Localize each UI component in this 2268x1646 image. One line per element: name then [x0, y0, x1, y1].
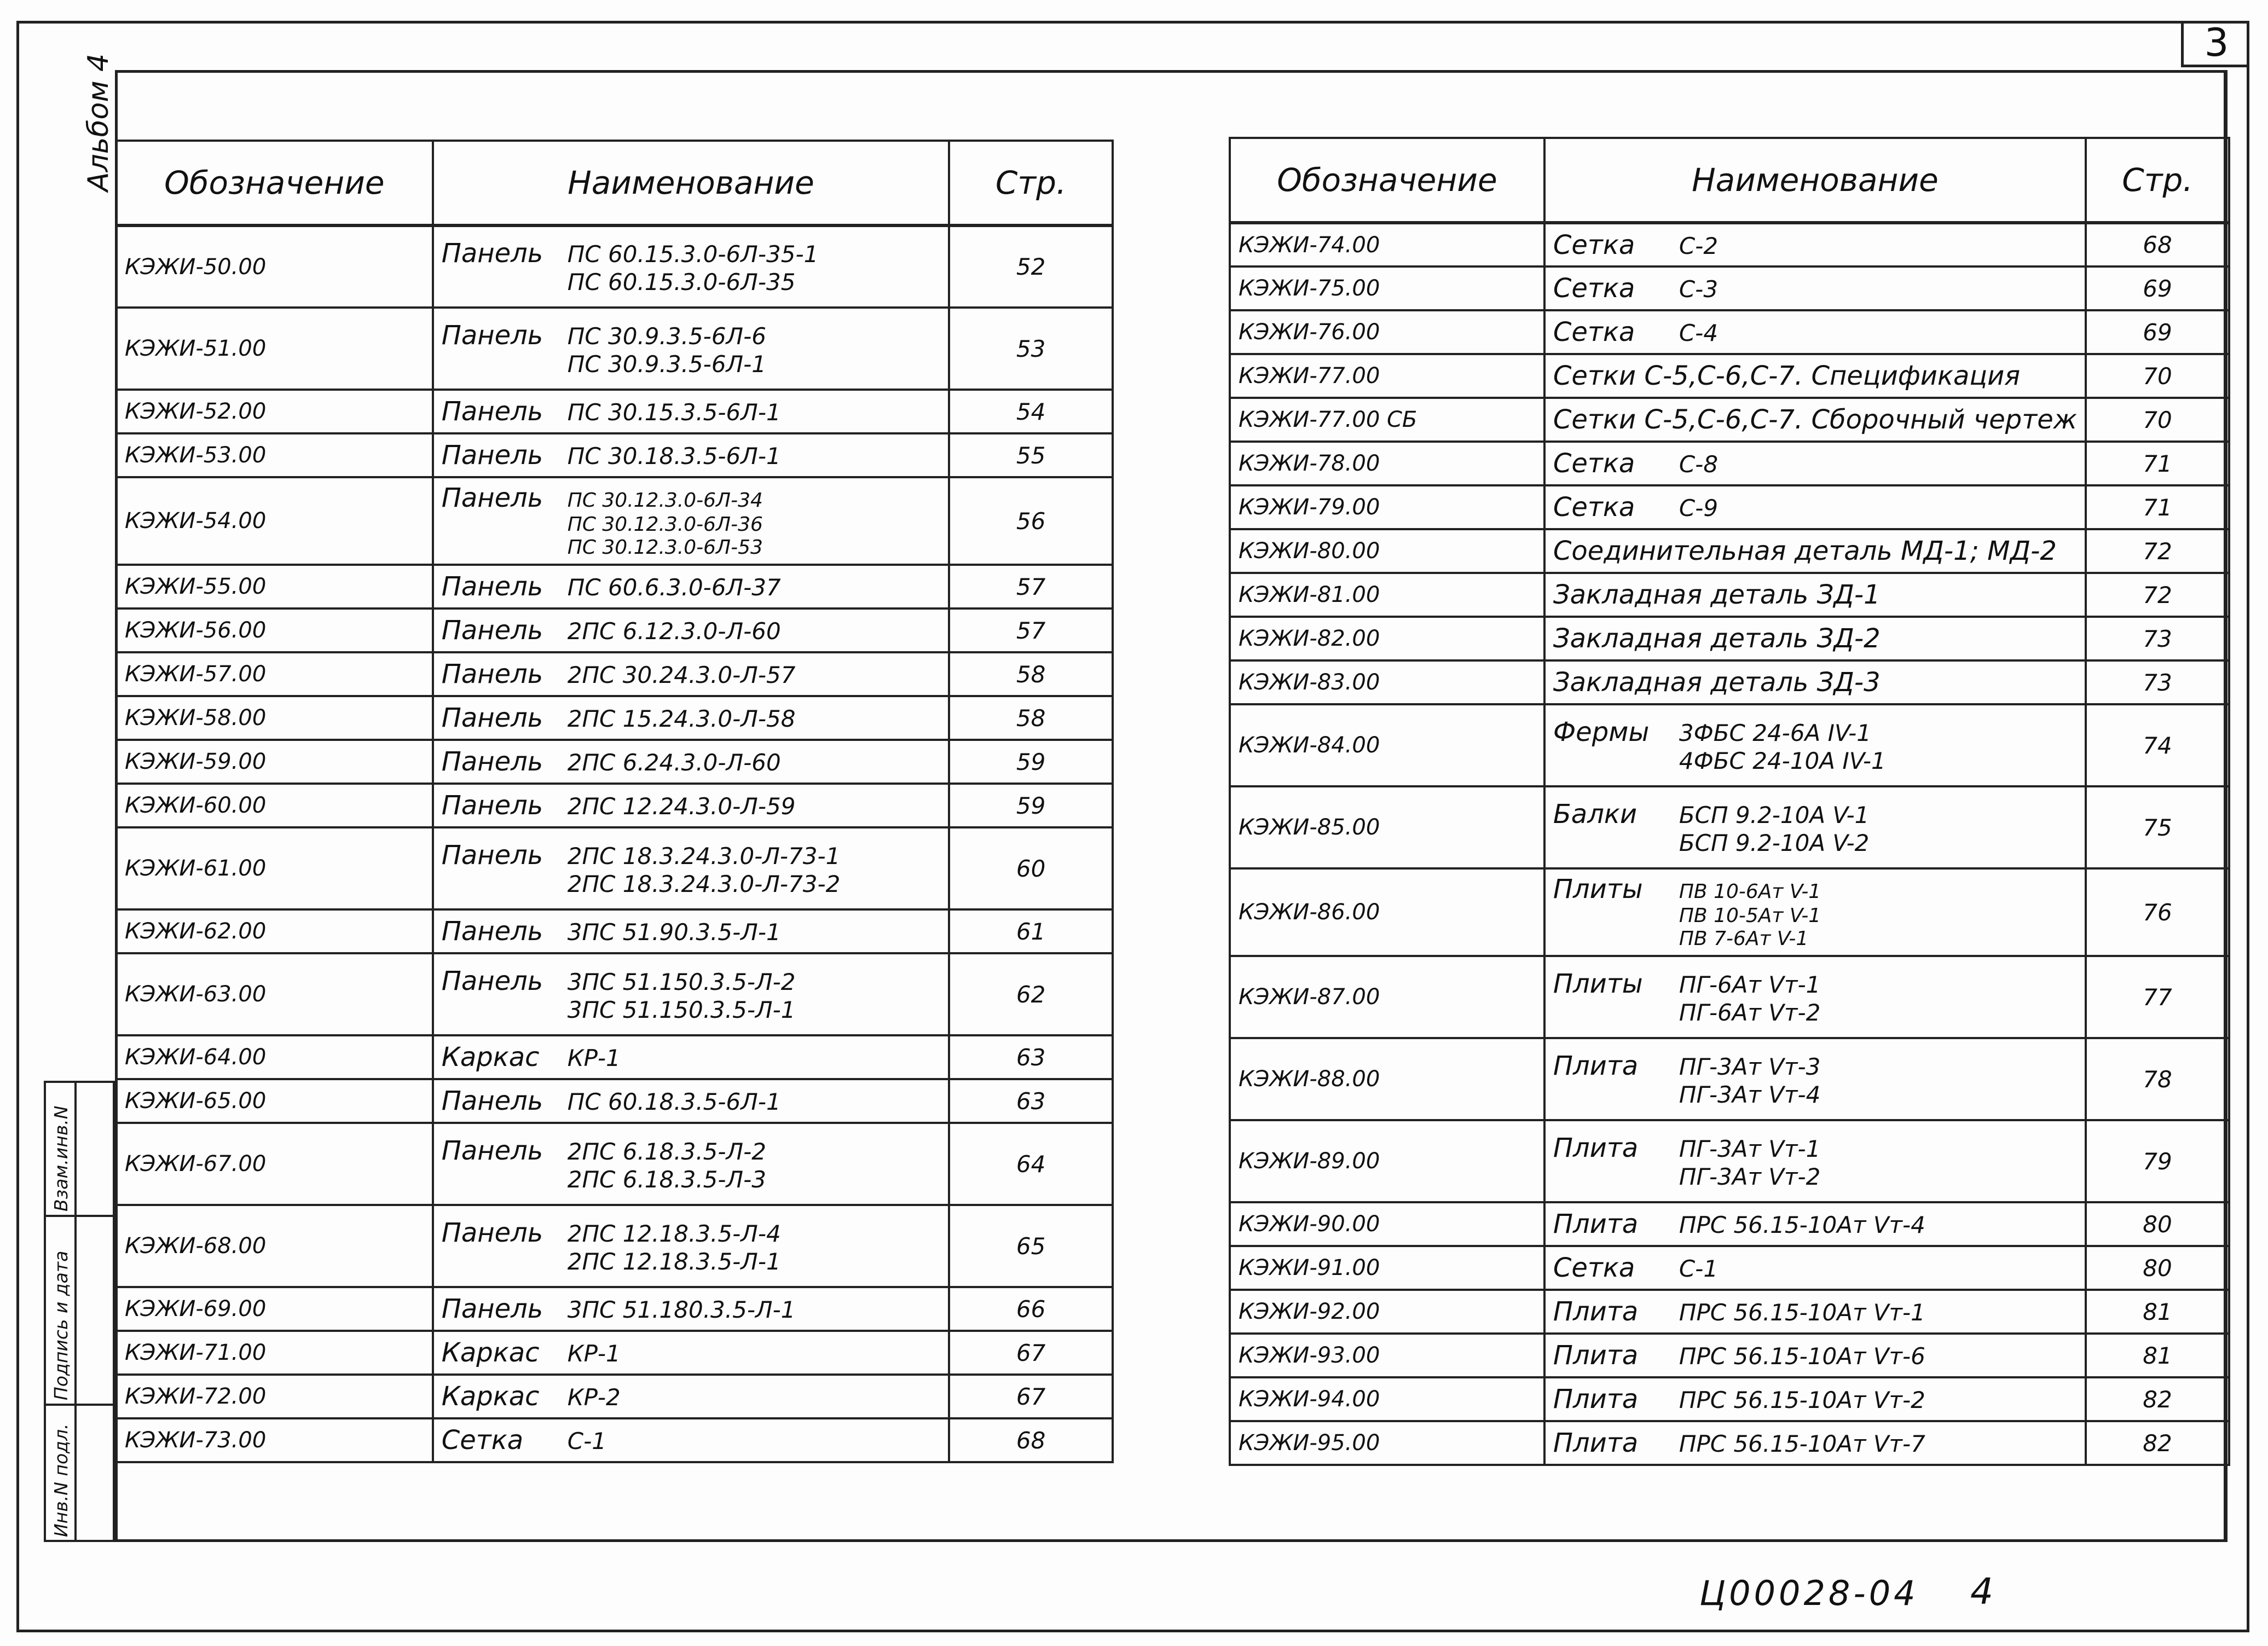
page-cell: 77 [2086, 956, 2229, 1038]
stamp-label-signature: Подпись и дата [50, 1250, 72, 1400]
designation-cell: КЭЖИ-59.00 [116, 740, 433, 784]
table-row [1230, 1421, 2229, 1465]
table-row [116, 433, 1113, 477]
item-kind: Панель [441, 839, 543, 871]
page-cell: 71 [2086, 442, 2229, 485]
item-kind: Панель [441, 571, 543, 602]
name-cell [1544, 1421, 2086, 1465]
designation-cell: КЭЖИ-74.00 [1230, 223, 1544, 266]
item-mark: С-9 [1679, 495, 1719, 521]
item-kind: Панель [441, 1135, 543, 1166]
page-cell: 63 [949, 1079, 1113, 1123]
table-row [116, 1331, 1113, 1375]
page-cell: 61 [949, 909, 1113, 953]
designation-cell: КЭЖИ-87.00 [1230, 956, 1544, 1038]
table-row [116, 308, 1113, 390]
item-kind: Панель [441, 746, 543, 777]
designation-cell: КЭЖИ-92.00 [1230, 1290, 1544, 1334]
item-mark: 2ПС 6.24.3.0-Л-60 [567, 749, 781, 776]
stamp-label-replace: Взам.инв.N [50, 1105, 72, 1212]
page-cell: 54 [949, 390, 1113, 433]
designation-cell: КЭЖИ-69.00 [116, 1287, 433, 1331]
name-cell [1544, 310, 2086, 354]
name-cell [433, 565, 949, 608]
name-cell [1544, 354, 2086, 398]
item-mark: ПС 30.9.3.5-6Л-6 [567, 322, 767, 350]
designation-cell: КЭЖИ-83.00 [1230, 660, 1544, 704]
item-kind: Панель [441, 703, 543, 733]
item-mark: БСП 9.2-10А V-1 [1679, 801, 1870, 828]
name-cell [1544, 786, 2086, 868]
page-cell: 79 [2086, 1120, 2229, 1202]
table-row [1230, 1334, 2229, 1377]
table-row [1230, 485, 2229, 529]
table-row [116, 1287, 1113, 1331]
designation-cell: КЭЖИ-52.00 [116, 390, 433, 433]
item-kind: Сетка [1553, 448, 1635, 479]
item-mark: 2ПС 18.3.24.3.0-Л-73-2 [567, 870, 841, 897]
item-mark: 2ПС 18.3.24.3.0-Л-73-1 [567, 842, 841, 870]
item-kind: Плита [1553, 1132, 1639, 1163]
page-cell: 81 [2086, 1334, 2229, 1377]
designation-cell: КЭЖИ-61.00 [116, 827, 433, 909]
page-cell: 69 [2086, 310, 2229, 354]
item-kind: Балки [1553, 798, 1638, 830]
table-row [1230, 529, 2229, 573]
name-cell [433, 1035, 949, 1079]
table-row [116, 1123, 1113, 1205]
name-cell [433, 1123, 949, 1205]
designation-cell: КЭЖИ-57.00 [116, 652, 433, 696]
sheet-number: 3 [2181, 21, 2249, 67]
page-cell: 66 [949, 1287, 1113, 1331]
item-mark: 4ФБС 24-10А IV-1 [1679, 747, 1886, 774]
page-cell: 72 [2086, 529, 2229, 573]
col-name: Наименование [1544, 138, 2086, 223]
designation-cell: КЭЖИ-71.00 [116, 1331, 433, 1375]
item-kind: Панель [441, 615, 543, 646]
item-mark: ПРС 56.15-10Ат Vт-4 [1679, 1212, 1925, 1238]
item-kind: Плита [1553, 1209, 1639, 1239]
name-cell [433, 784, 949, 827]
item-mark: ПВ 7-6Ат V-1 [1679, 928, 1809, 950]
designation-cell: КЭЖИ-82.00 [1230, 617, 1544, 660]
item-mark: ПС 30.9.3.5-6Л-1 [567, 350, 767, 378]
item-kind: Панель [441, 483, 543, 513]
page-cell: 68 [949, 1418, 1113, 1462]
page-cell: 57 [949, 565, 1113, 608]
table-row [1230, 1120, 2229, 1202]
name-cell [1544, 704, 2086, 786]
col-page: Стр. [949, 141, 1113, 225]
designation-cell: КЭЖИ-88.00 [1230, 1038, 1544, 1120]
item-mark: ПС 60.15.3.0-6Л-35-1 [567, 241, 819, 268]
stamp-label-inventory: Инв.N подл. [50, 1423, 72, 1537]
name-cell [1544, 1246, 2086, 1290]
name-cell [1544, 1334, 2086, 1377]
item-kind: Сетка [1553, 317, 1635, 347]
table-row [1230, 573, 2229, 617]
designation-cell: КЭЖИ-95.00 [1230, 1421, 1544, 1465]
page-cell: 80 [2086, 1246, 2229, 1290]
designation-cell: КЭЖИ-79.00 [1230, 485, 1544, 529]
item-mark: 2ПС 30.24.3.0-Л-57 [567, 662, 796, 688]
name-cell [433, 1331, 949, 1375]
item-kind: Закладная деталь ЗД-3 [1553, 667, 1881, 698]
designation-cell: КЭЖИ-75.00 [1230, 266, 1544, 310]
name-cell [1544, 1377, 2086, 1421]
page-cell: 80 [2086, 1202, 2229, 1246]
table-row [116, 784, 1113, 827]
page-cell: 58 [949, 652, 1113, 696]
table-row [116, 565, 1113, 608]
name-cell [433, 477, 949, 565]
name-cell [1544, 1202, 2086, 1246]
table-row [116, 608, 1113, 652]
name-cell [1544, 660, 2086, 704]
table-row [1230, 956, 2229, 1038]
item-kind: Плита [1553, 1384, 1639, 1415]
table-row [116, 1375, 1113, 1418]
item-kind: Сетка [1553, 273, 1635, 304]
name-cell [433, 827, 949, 909]
name-cell [433, 608, 949, 652]
table-row [116, 225, 1113, 308]
page-cell: 58 [949, 696, 1113, 740]
item-mark: С-1 [567, 1428, 606, 1454]
page-cell: 70 [2086, 398, 2229, 442]
item-kind: Фермы [1553, 716, 1650, 747]
item-mark: ПГ-3Ат Vт-4 [1679, 1081, 1821, 1108]
table-row [1230, 1038, 2229, 1120]
table-row [116, 390, 1113, 433]
name-cell [1544, 573, 2086, 617]
item-mark: БСП 9.2-10А V-2 [1679, 829, 1870, 856]
designation-cell: КЭЖИ-93.00 [1230, 1334, 1544, 1377]
page-cell: 75 [2086, 786, 2229, 868]
designation-cell: КЭЖИ-77.00 СБ [1230, 398, 1544, 442]
page-cell: 72 [2086, 573, 2229, 617]
table-row [1230, 660, 2229, 704]
page-cell: 52 [949, 225, 1113, 308]
name-cell [1544, 1120, 2086, 1202]
name-cell [433, 1205, 949, 1287]
name-cell [1544, 529, 2086, 573]
item-mark: ПГ-3Ат Vт-3 [1679, 1053, 1821, 1080]
designation-cell: КЭЖИ-86.00 [1230, 868, 1544, 956]
name-cell [1544, 485, 2086, 529]
table-row [1230, 354, 2229, 398]
designation-cell: КЭЖИ-94.00 [1230, 1377, 1544, 1421]
page-cell: 82 [2086, 1421, 2229, 1465]
designation-cell: КЭЖИ-67.00 [116, 1123, 433, 1205]
table-row [1230, 1246, 2229, 1290]
item-mark: 3ПС 51.150.3.5-Л-1 [567, 996, 796, 1023]
designation-cell: КЭЖИ-84.00 [1230, 704, 1544, 786]
item-kind: Плита [1553, 1340, 1639, 1371]
designation-cell: КЭЖИ-90.00 [1230, 1202, 1544, 1246]
page-cell: 55 [949, 433, 1113, 477]
item-kind: Панель [441, 790, 543, 821]
page-cell: 53 [949, 308, 1113, 390]
item-kind: Сетка [1553, 1253, 1635, 1283]
col-designation: Обозначение [1230, 138, 1544, 223]
spec-table-left [115, 140, 1114, 1463]
name-cell [1544, 956, 2086, 1038]
table-row [116, 1035, 1113, 1079]
page-cell: 69 [2086, 266, 2229, 310]
item-mark: ПГ-3Ат Vт-1 [1679, 1135, 1821, 1162]
item-mark: С-3 [1679, 276, 1719, 303]
item-mark: КР-1 [567, 1045, 621, 1071]
designation-cell: КЭЖИ-73.00 [116, 1418, 433, 1462]
item-mark: ПС 30.18.3.5-6Л-1 [567, 443, 781, 470]
item-mark: ПС 30.12.3.0-6Л-53 [567, 536, 763, 559]
page-cell: 81 [2086, 1290, 2229, 1334]
item-mark: ПВ 10-5Ат V-1 [1679, 905, 1821, 927]
designation-cell: КЭЖИ-55.00 [116, 565, 433, 608]
designation-cell: КЭЖИ-62.00 [116, 909, 433, 953]
item-kind: Панель [441, 965, 543, 996]
table-row [116, 1079, 1113, 1123]
name-cell [1544, 398, 2086, 442]
name-cell [433, 740, 949, 784]
designation-cell: КЭЖИ-60.00 [116, 784, 433, 827]
item-mark: 2ПС 12.18.3.5-Л-1 [567, 1248, 781, 1275]
item-mark: ПРС 56.15-10Ат Vт-2 [1679, 1387, 1925, 1413]
designation-cell: КЭЖИ-54.00 [116, 477, 433, 565]
designation-cell: КЭЖИ-53.00 [116, 433, 433, 477]
item-mark: ПГ-6Ат Vт-2 [1679, 999, 1821, 1026]
name-cell [1544, 617, 2086, 660]
item-kind: Панель [441, 1217, 543, 1248]
page-cell: 60 [949, 827, 1113, 909]
table-header [1230, 138, 2229, 223]
designation-cell: КЭЖИ-56.00 [116, 608, 433, 652]
name-cell [1544, 266, 2086, 310]
side-stamp [44, 1081, 115, 1542]
name-cell [433, 225, 949, 308]
item-kind: Панель [441, 396, 543, 427]
name-cell [433, 652, 949, 696]
page-cell: 68 [2086, 223, 2229, 266]
designation-cell: КЭЖИ-68.00 [116, 1205, 433, 1287]
album-label: Альбом 4 [82, 53, 115, 192]
page-cell: 64 [949, 1123, 1113, 1205]
item-kind: Каркас [441, 1042, 540, 1073]
page-cell: 78 [2086, 1038, 2229, 1120]
designation-cell: КЭЖИ-77.00 [1230, 354, 1544, 398]
name-cell [1544, 1290, 2086, 1334]
page-cell: 57 [949, 608, 1113, 652]
item-kind: Закладная деталь ЗД-1 [1553, 579, 1881, 610]
item-kind: Плита [1553, 1050, 1639, 1081]
page-cell: 65 [949, 1205, 1113, 1287]
item-kind: Закладная деталь ЗД-2 [1553, 623, 1881, 654]
col-name: Наименование [433, 141, 949, 225]
table-row [1230, 868, 2229, 956]
item-mark: С-2 [1679, 232, 1719, 259]
designation-cell: КЭЖИ-50.00 [116, 225, 433, 308]
name-cell [433, 1287, 949, 1331]
col-designation: Обозначение [116, 141, 433, 225]
item-kind: Плиты [1553, 874, 1643, 905]
designation-cell: КЭЖИ-65.00 [116, 1079, 433, 1123]
item-mark: 2ПС 6.18.3.5-Л-3 [567, 1166, 767, 1193]
item-mark: С-8 [1679, 451, 1719, 478]
item-kind: Соединительная деталь МД-1; МД-2 [1553, 536, 2057, 566]
item-mark: 3ФБС 24-6А IV-1 [1679, 719, 1871, 746]
table-row [116, 696, 1113, 740]
name-cell [433, 390, 949, 433]
table-row [1230, 786, 2229, 868]
page-cell: 70 [2086, 354, 2229, 398]
page-cell: 59 [949, 740, 1113, 784]
name-cell [1544, 223, 2086, 266]
name-cell [433, 1375, 949, 1418]
name-cell [433, 433, 949, 477]
document-sheet-number: 4 [1970, 1570, 1993, 1613]
page-cell: 82 [2086, 1377, 2229, 1421]
table-row [1230, 223, 2229, 266]
name-cell [1544, 1038, 2086, 1120]
item-kind: Каркас [441, 1381, 540, 1412]
page-cell: 59 [949, 784, 1113, 827]
name-cell [433, 909, 949, 953]
item-kind: Панель [441, 1086, 543, 1116]
table-header [116, 141, 1113, 225]
name-cell [1544, 442, 2086, 485]
item-mark: 2ПС 6.12.3.0-Л-60 [567, 618, 781, 645]
page-cell: 67 [949, 1331, 1113, 1375]
item-mark: ПВ 10-6Ат V-1 [1679, 880, 1821, 903]
item-kind: Сетки С-5,С-6,С-7. Спецификация [1553, 361, 2021, 391]
item-mark: ПС 60.6.3.0-6Л-37 [567, 574, 781, 601]
table-row [1230, 398, 2229, 442]
item-kind: Плита [1553, 1296, 1639, 1327]
item-mark: 2ПС 6.18.3.5-Л-2 [567, 1138, 767, 1165]
page-cell: 71 [2086, 485, 2229, 529]
item-mark: 3ПС 51.180.3.5-Л-1 [567, 1296, 796, 1323]
item-mark: ПРС 56.15-10Ат Vт-7 [1679, 1430, 1925, 1457]
designation-cell: КЭЖИ-72.00 [116, 1375, 433, 1418]
page-cell: 73 [2086, 617, 2229, 660]
page-cell: 74 [2086, 704, 2229, 786]
item-mark: ПС 30.15.3.5-6Л-1 [567, 399, 781, 426]
item-mark: 2ПС 15.24.3.0-Л-58 [567, 705, 796, 732]
document-code: Ц00028-04 [1699, 1573, 1919, 1613]
item-mark: ПС 30.12.3.0-6Л-36 [567, 513, 763, 536]
item-mark: ПРС 56.15-10Ат Vт-1 [1679, 1299, 1925, 1326]
name-cell [1544, 868, 2086, 956]
page-cell: 63 [949, 1035, 1113, 1079]
item-mark: С-4 [1679, 320, 1719, 346]
item-mark: 2ПС 12.24.3.0-Л-59 [567, 793, 796, 820]
item-kind: Панель [441, 916, 543, 947]
item-mark: ПС 30.12.3.0-6Л-34 [567, 489, 763, 512]
page-cell: 67 [949, 1375, 1113, 1418]
table-row [1230, 310, 2229, 354]
designation-cell: КЭЖИ-78.00 [1230, 442, 1544, 485]
name-cell [433, 308, 949, 390]
designation-cell: КЭЖИ-64.00 [116, 1035, 433, 1079]
table-row [116, 1418, 1113, 1462]
table-row [1230, 442, 2229, 485]
item-mark: ПРС 56.15-10Ат Vт-6 [1679, 1343, 1925, 1370]
name-cell [433, 1418, 949, 1462]
item-kind: Панель [441, 320, 543, 351]
item-kind: Панель [441, 659, 543, 689]
item-mark: 2ПС 12.18.3.5-Л-4 [567, 1220, 781, 1247]
col-page: Стр. [2086, 138, 2229, 223]
item-mark: КР-1 [567, 1340, 621, 1367]
designation-cell: КЭЖИ-89.00 [1230, 1120, 1544, 1202]
table-row [116, 477, 1113, 565]
item-kind: Панель [441, 440, 543, 471]
item-mark: С-1 [1679, 1255, 1719, 1282]
page-cell: 62 [949, 953, 1113, 1035]
spec-table-right [1229, 137, 2230, 1466]
designation-cell: КЭЖИ-76.00 [1230, 310, 1544, 354]
item-mark: 3ПС 51.90.3.5-Л-1 [567, 919, 781, 946]
item-kind: Каркас [441, 1337, 540, 1368]
table-row [116, 740, 1113, 784]
item-kind: Сетки С-5,С-6,С-7. Сборочный чертеж [1553, 404, 2077, 435]
item-mark: 3ПС 51.150.3.5-Л-2 [567, 968, 796, 995]
designation-cell: КЭЖИ-80.00 [1230, 529, 1544, 573]
table-row [116, 827, 1113, 909]
designation-cell: КЭЖИ-63.00 [116, 953, 433, 1035]
designation-cell: КЭЖИ-81.00 [1230, 573, 1544, 617]
item-mark: ПС 60.18.3.5-6Л-1 [567, 1088, 781, 1115]
table-row [116, 953, 1113, 1035]
name-cell [433, 953, 949, 1035]
item-kind: Панель [441, 1294, 543, 1324]
item-mark: ПГ-3Ат Vт-2 [1679, 1163, 1821, 1190]
page-cell: 73 [2086, 660, 2229, 704]
item-kind: Сетка [441, 1425, 524, 1456]
item-kind: Панель [441, 238, 543, 269]
table-row [1230, 1202, 2229, 1246]
table-row [1230, 1377, 2229, 1421]
table-row [1230, 617, 2229, 660]
page-cell: 56 [949, 477, 1113, 565]
item-kind: Плиты [1553, 968, 1643, 999]
table-row [116, 1205, 1113, 1287]
item-kind: Сетка [1553, 229, 1635, 260]
page-cell: 76 [2086, 868, 2229, 956]
item-kind: Сетка [1553, 492, 1635, 523]
item-kind: Плита [1553, 1428, 1639, 1458]
designation-cell: КЭЖИ-51.00 [116, 308, 433, 390]
table-row [1230, 266, 2229, 310]
designation-cell: КЭЖИ-58.00 [116, 696, 433, 740]
table-row [1230, 704, 2229, 786]
table-row [116, 652, 1113, 696]
designation-cell: КЭЖИ-85.00 [1230, 786, 1544, 868]
name-cell [433, 696, 949, 740]
designation-cell: КЭЖИ-91.00 [1230, 1246, 1544, 1290]
name-cell [433, 1079, 949, 1123]
table-row [1230, 1290, 2229, 1334]
item-mark: ПС 60.15.3.0-6Л-35 [567, 269, 796, 295]
item-mark: ПГ-6Ат Vт-1 [1679, 971, 1821, 998]
item-mark: КР-2 [567, 1384, 621, 1411]
table-row [116, 909, 1113, 953]
